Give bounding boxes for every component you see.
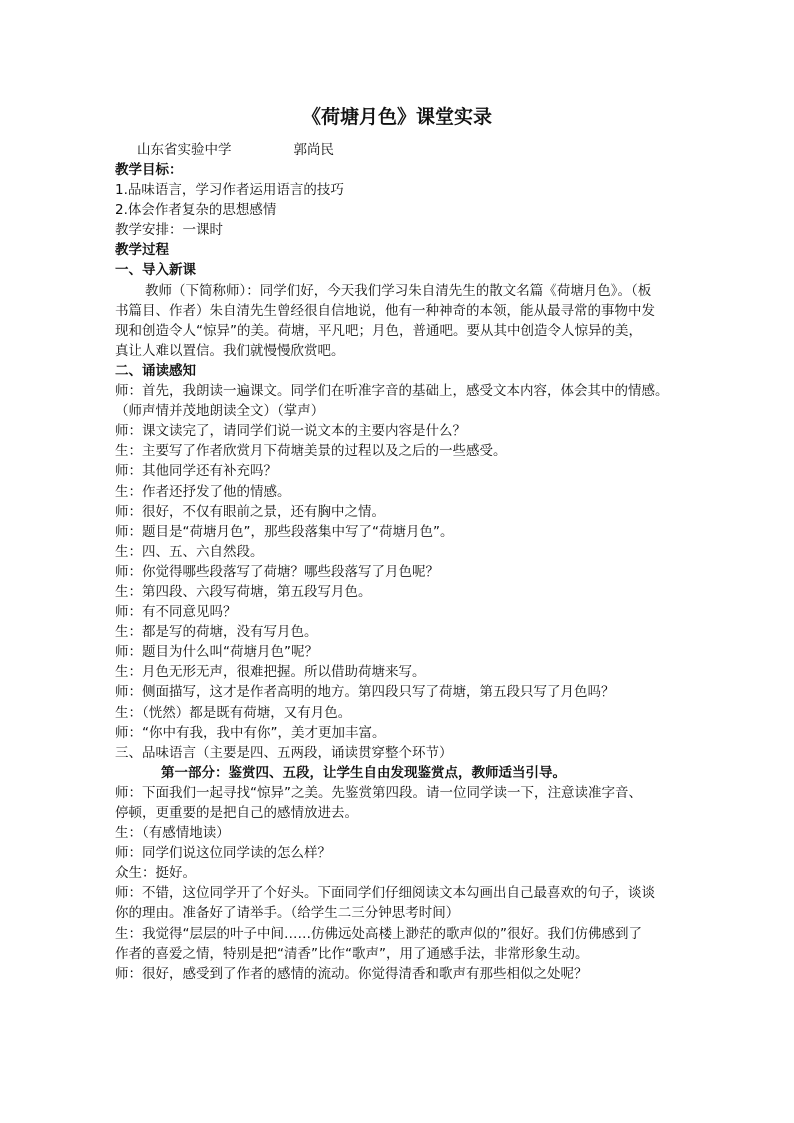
- text-line: 生：（有感情地读）: [115, 825, 230, 842]
- text-line: 师：其他同学还有补充吗？: [115, 463, 277, 480]
- text-line: 二、诵读感知: [115, 362, 196, 379]
- text-line: 师：课文读完了，请同学们说一说文本的主要内容是什么？: [115, 423, 466, 440]
- text-line: 师：不错，这位同学开了个好头。下面同学们仔细阅读文本勾画出自己最喜欢的句子，谈谈: [115, 885, 655, 902]
- text-line: 1.品味语言，学习作者运用语言的技巧: [115, 182, 344, 199]
- author-name: 郭尚民: [293, 142, 334, 158]
- text-line: 师：题目是“荷塘月色”，那些段落集中写了“荷塘月色”。: [115, 523, 454, 540]
- text-line: 作者的喜爱之情，特别是把“清香”比作“歌声”，用了通感手法，非常形象生动。: [115, 945, 589, 962]
- text-line: 书篇目、作者）朱自清先生曾经很自信地说，他有一种神奇的本领，能从最寻常的事物中发: [115, 302, 655, 319]
- text-line: 教学目标：: [115, 162, 183, 178]
- text-line: 现和创造令人“惊异”的美。荷塘，平凡吧；月色，普通吧。要从其中创造令人惊异的美，: [115, 322, 642, 339]
- text-line: 生：月色无形无声，很难把握。所以借助荷塘来写。: [115, 664, 426, 681]
- text-line: 生：主要写了作者欣赏月下荷塘美景的过程以及之后的一些感受。: [115, 443, 507, 460]
- text-line: 师：“你中有我，我中有你”，美才更加丰富。: [115, 724, 386, 741]
- text-line: 生：第四段、六段写荷塘，第五段写月色。: [115, 583, 372, 600]
- text-line: 师：你觉得哪些段落写了荷塘？哪些段落写了月色呢？: [115, 563, 439, 580]
- text-line: 师：很好，不仅有眼前之景，还有胸中之情。: [115, 503, 385, 520]
- author-school: 山东省实验中学: [137, 142, 232, 158]
- text-line: 师：同学们说这位同学读的怎么样？: [115, 845, 331, 862]
- text-line: 三、品味语言（主要是四、五两段，诵读贯穿整个环节）: [115, 744, 453, 761]
- text-line: 生：作者还抒发了他的情感。: [115, 483, 291, 500]
- text-line: 师：侧面描写，这才是作者高明的地方。第四段只写了荷塘，第五段只写了月色吗？: [115, 684, 615, 701]
- text-line: 生：都是写的荷塘，没有写月色。: [115, 624, 318, 641]
- text-line: 你的理由。准备好了请举手。（给学生二三分钟思考时间）: [115, 905, 460, 922]
- text-line: 师：题目为什么叫“荷塘月色”呢？: [115, 644, 318, 661]
- text-line: 生：四、五、六自然段。: [115, 543, 264, 560]
- text-line: 真让人难以置信。我们就慢慢欣赏吧。: [115, 342, 345, 359]
- text-line: 师：有不同意见吗？: [115, 604, 237, 621]
- text-line: 一、导入新课: [115, 262, 196, 279]
- text-line: 师：很好，感受到了作者的感情的流动。你觉得清香和歌声有那些相似之处呢？: [115, 965, 588, 982]
- text-line: 师：下面我们一起寻找“惊异”之美。先鉴赏第四段。请一位同学读一下，注意读准字音、: [115, 784, 642, 801]
- text-line: 停顿，更重要的是把自己的感情放进去。: [115, 805, 358, 821]
- text-line: 教师（下简称师）：同学们好，今天我们学习朱自清先生的散文名篇《荷塘月色》。（板: [145, 282, 652, 299]
- text-line: 师：首先，我朗读一遍课文。同学们在听准字音的基础上，感受文本内容，体会其中的情感。: [115, 383, 669, 400]
- document-body: [115, 160, 687, 984]
- text-line: 教学过程: [115, 242, 169, 259]
- text-line: 教学安排：一课时: [115, 222, 223, 239]
- author-line: [137, 140, 334, 160]
- text-line: 2.体会作者复杂的思想感情: [115, 202, 277, 219]
- page-title: 《荷塘月色》课堂实录: [301, 106, 492, 128]
- text-line: 生：我觉得“层层的叶子中间……仿佛远处高楼上渺茫的歌声似的”很好。我们仿佛感到了: [115, 925, 642, 942]
- text-line: 生：（恍然）都是既有荷塘，又有月色。: [115, 704, 352, 721]
- text-line: 众生：挺好。: [115, 865, 196, 882]
- text-line: （师声情并茂地朗读全文）（掌声）: [115, 403, 325, 420]
- text-line: 第一部分：鉴赏四、五段，让学生自由发现鉴赏点，教师适当引导。: [161, 764, 566, 781]
